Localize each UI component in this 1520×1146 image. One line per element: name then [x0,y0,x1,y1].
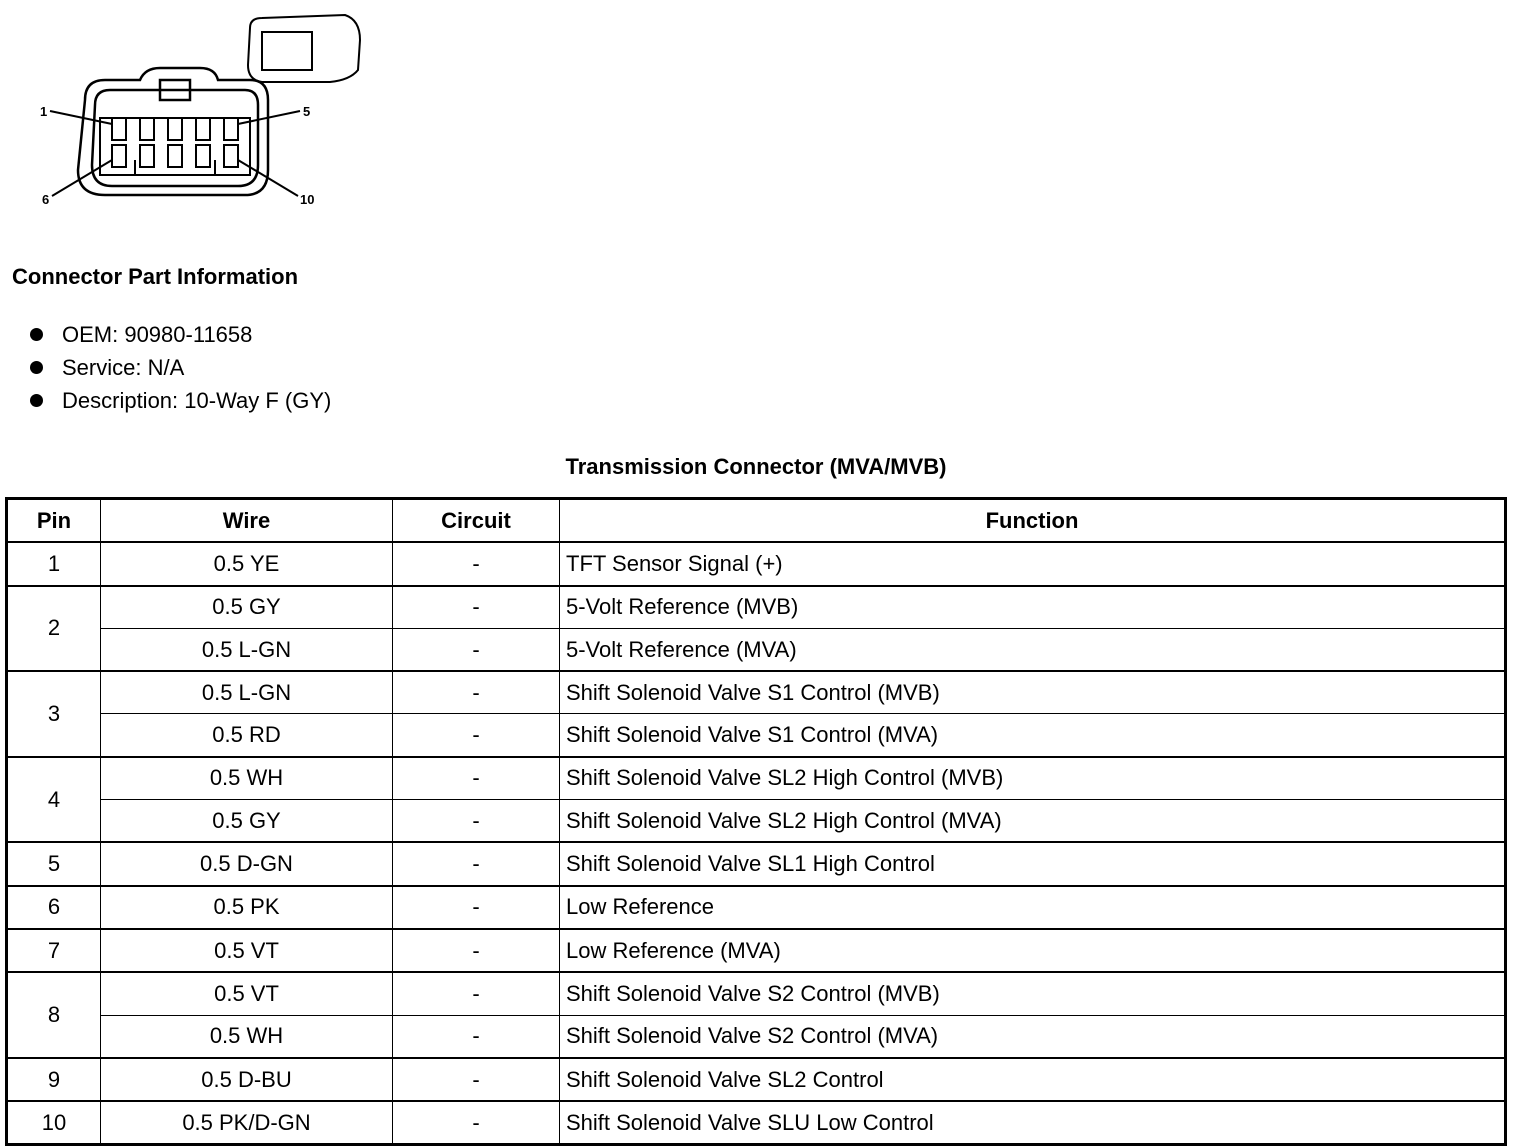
table-row [7,972,1506,1015]
function-cell: Shift Solenoid Valve S2 Control (MVA) [560,1015,1506,1058]
wire-cell: 0.5 WH [101,757,393,800]
pin-cell: 8 [7,972,101,1058]
header-wire: Wire [101,499,393,543]
wire-cell: 0.5 VT [101,972,393,1015]
connector-part-info-heading: Connector Part Information [12,264,299,289]
function-cell: Shift Solenoid Valve SL2 High Control (MVB) [560,757,1506,800]
description-text: Description: 10-Way F (GY) [62,387,332,413]
oem-text: OEM: 90980-11658 [62,321,253,347]
circuit-cell: - [393,1101,560,1145]
bullet-icon [30,394,43,407]
circuit-cell: - [393,671,560,714]
circuit-cell: - [393,757,560,800]
function-cell: Shift Solenoid Valve SL2 Control [560,1058,1506,1101]
pin-cell: 6 [7,886,101,929]
circuit-cell: - [393,886,560,929]
callout-5: 5 [303,104,311,119]
bullet-icon [30,328,43,341]
function-cell: Shift Solenoid Valve SL1 High Control [560,842,1506,885]
function-cell: Shift Solenoid Valve S1 Control (MVB) [560,671,1506,714]
connector-info-list [30,318,331,417]
table-row [7,929,1506,972]
bullet-icon [30,361,43,374]
callout-1: 1 [40,104,48,119]
circuit-cell: - [393,1015,560,1058]
pin-cell: 5 [7,842,101,885]
circuit-cell: - [393,714,560,757]
pin-cell: 1 [7,542,101,585]
wire-cell: 0.5 PK/D-GN [101,1101,393,1145]
pin-cell: 2 [7,586,101,672]
wire-cell: 0.5 GY [101,800,393,843]
circuit-cell: - [393,800,560,843]
circuit-cell: - [393,972,560,1015]
table-row [7,628,1506,671]
table-row [7,886,1506,929]
table-row [7,1058,1506,1101]
list-item [30,351,331,384]
pin-cell: 4 [7,757,101,843]
table-row [7,671,1506,714]
function-cell: Shift Solenoid Valve S1 Control (MVA) [560,714,1506,757]
circuit-cell: - [393,929,560,972]
wire-cell: 0.5 VT [101,929,393,972]
header-function: Function [560,499,1506,543]
callout-6: 6 [42,192,50,207]
table-row [7,542,1506,585]
pin-cell: 3 [7,671,101,757]
circuit-cell: - [393,586,560,629]
list-item [30,318,331,351]
table-row [7,842,1506,885]
wire-cell: 0.5 L-GN [101,671,393,714]
pin-cell: 9 [7,1058,101,1101]
function-cell: Shift Solenoid Valve S2 Control (MVB) [560,972,1506,1015]
wire-cell: 0.5 L-GN [101,628,393,671]
pin-cell: 7 [7,929,101,972]
function-cell: Low Reference (MVA) [560,929,1506,972]
circuit-cell: - [393,842,560,885]
table-row [7,714,1506,757]
table-header-row [7,499,1506,543]
function-cell: Shift Solenoid Valve SLU Low Control [560,1101,1506,1145]
table-row [7,1015,1506,1058]
wire-cell: 0.5 RD [101,714,393,757]
circuit-cell: - [393,628,560,671]
connector-3d-view [248,15,360,82]
wire-cell: 0.5 PK [101,886,393,929]
circuit-cell: - [393,542,560,585]
table-row [7,1101,1506,1145]
table-row [7,800,1506,843]
header-circuit: Circuit [393,499,560,543]
wire-cell: 0.5 GY [101,586,393,629]
table-title: Transmission Connector (MVA/MVB) [565,454,947,479]
pinout-table [5,497,1507,1146]
list-item [30,384,331,417]
header-pin: Pin [7,499,101,543]
function-cell: TFT Sensor Signal (+) [560,542,1506,585]
service-text: Service: N/A [62,354,185,380]
wire-cell: 0.5 WH [101,1015,393,1058]
wire-cell: 0.5 YE [101,542,393,585]
wire-cell: 0.5 D-BU [101,1058,393,1101]
pin-cell: 10 [7,1101,101,1145]
wire-cell: 0.5 D-GN [101,842,393,885]
table-row [7,586,1506,629]
function-cell: Shift Solenoid Valve SL2 High Control (MVA) [560,800,1506,843]
circuit-cell: - [393,1058,560,1101]
function-cell: 5-Volt Reference (MVB) [560,586,1506,629]
function-cell: Low Reference [560,886,1506,929]
function-cell: 5-Volt Reference (MVA) [560,628,1506,671]
table-row [7,757,1506,800]
connector-diagram [30,10,380,210]
callout-10: 10 [300,192,315,207]
